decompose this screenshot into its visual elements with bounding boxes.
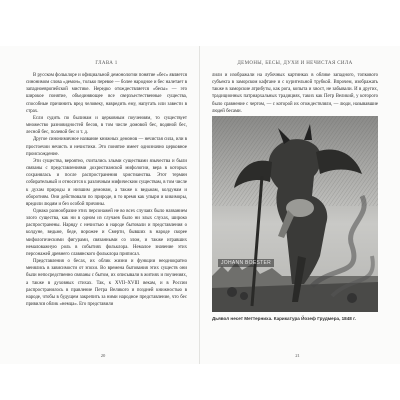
paragraph: Если судить по былинам и церковным поучениям, то существует множество разновидностей бесов, в том числе домовой бес, водяной бес, лесной бес, полевой бес и т. д. <box>26 115 187 136</box>
running-head-left: ГЛАВА 1 <box>95 61 118 66</box>
paragraph: Однако разнообразие этих персонажей не во всех случаях было названием злого существа, как ни в одном из случаев было ни злых слухах, широко распространены. Наряду с нечистью в народе бытовали и представления о колдуне, ведьме, беде, ворожее и Смерти, бывших в народе скорее мифологическими фигурами, связанными со злом, и также игравших немаловажную роль в событиях фольклора. Немалое значение этих персонажей древнего славянского фольклора приписал. <box>26 208 187 257</box>
book-spread <box>0 46 400 364</box>
figure-caption: Дьявол несет Меттерниха. Карикатура Йозеф Грудмера, 1848 г. <box>212 316 356 321</box>
left-page <box>0 46 200 364</box>
page-number-right: 21 <box>295 353 300 358</box>
right-page <box>200 46 400 364</box>
engraver-signature: JOHANN BOESTER <box>218 259 274 267</box>
paragraph: В русском фольклоре и официальной демонологии понятие «бес» является синонимом слова «демон», только перевое — более народное и бес налетает в западноевропейской мистике. Нередко отождествляется «бесы» — это широкое понятие, объединяющее все сверхъестественные существа, способные причинить вред человеку, навредить ему, напугать или завести в страх. <box>26 73 187 114</box>
paragraph: лили и изображали на лубочных картинках в облике западного, топкового субъекта в заморском кафтане и с курительной трубкой. Впрочем, изображать также в заморские атрибуты, как рога, копыта и хвост, не забывали. И в других, традиционных патриархальных традициях, таких как Петр Великий, у которого было сравнение с чертом, — с которой их отождествляли, — люди, называвшие людей бесами. <box>212 73 378 114</box>
paragraph: Эти существа, вероятно, считались злыми существами язычества и были связаны с представлениями дохристианской мифологии, вера в которых сохранялась и после распространения христианства. Этот термин собирательный и относится к различным мифическим существам, в том числе к духам природы и низшим демонам, а также к ведьмам, колдунам и оборотням. Они действовали по природе, в то время как упыри и кикиморы, вредили людям и без особой причины. <box>26 158 187 207</box>
left-page-text <box>26 72 187 340</box>
running-head-right: ДЕМОНЫ, БЕСЫ, ДУХИ И НЕЧИСТАЯ СИЛА <box>237 61 353 66</box>
right-page-text <box>212 72 378 114</box>
engraving-illustration <box>212 116 378 312</box>
paragraph: Другое синонимичное название книжных демонов — нечистая сила, или в простоечии нечисть и нечистики. Это понятие имеет однозначно церковное происхождение. <box>26 137 187 157</box>
engraving-art <box>212 116 378 312</box>
page-number-left: 20 <box>100 353 106 358</box>
paragraph: Представления о бесах, их облик жизни и функции неоднократно менялись в зависимости от эпохи. Во времена бытования этих существ они были непосредственно связаны с бытом, их описывали в житиях и поучениях, а также в духовных стихах. Так, к XVII–XVIII векам, и в России распространилось в правление Петра Великого и поздней книжностью в народе, чтобы в будущем закрепить за ними народное представление, что бес привился облик «немца». Его представили <box>26 259 187 307</box>
